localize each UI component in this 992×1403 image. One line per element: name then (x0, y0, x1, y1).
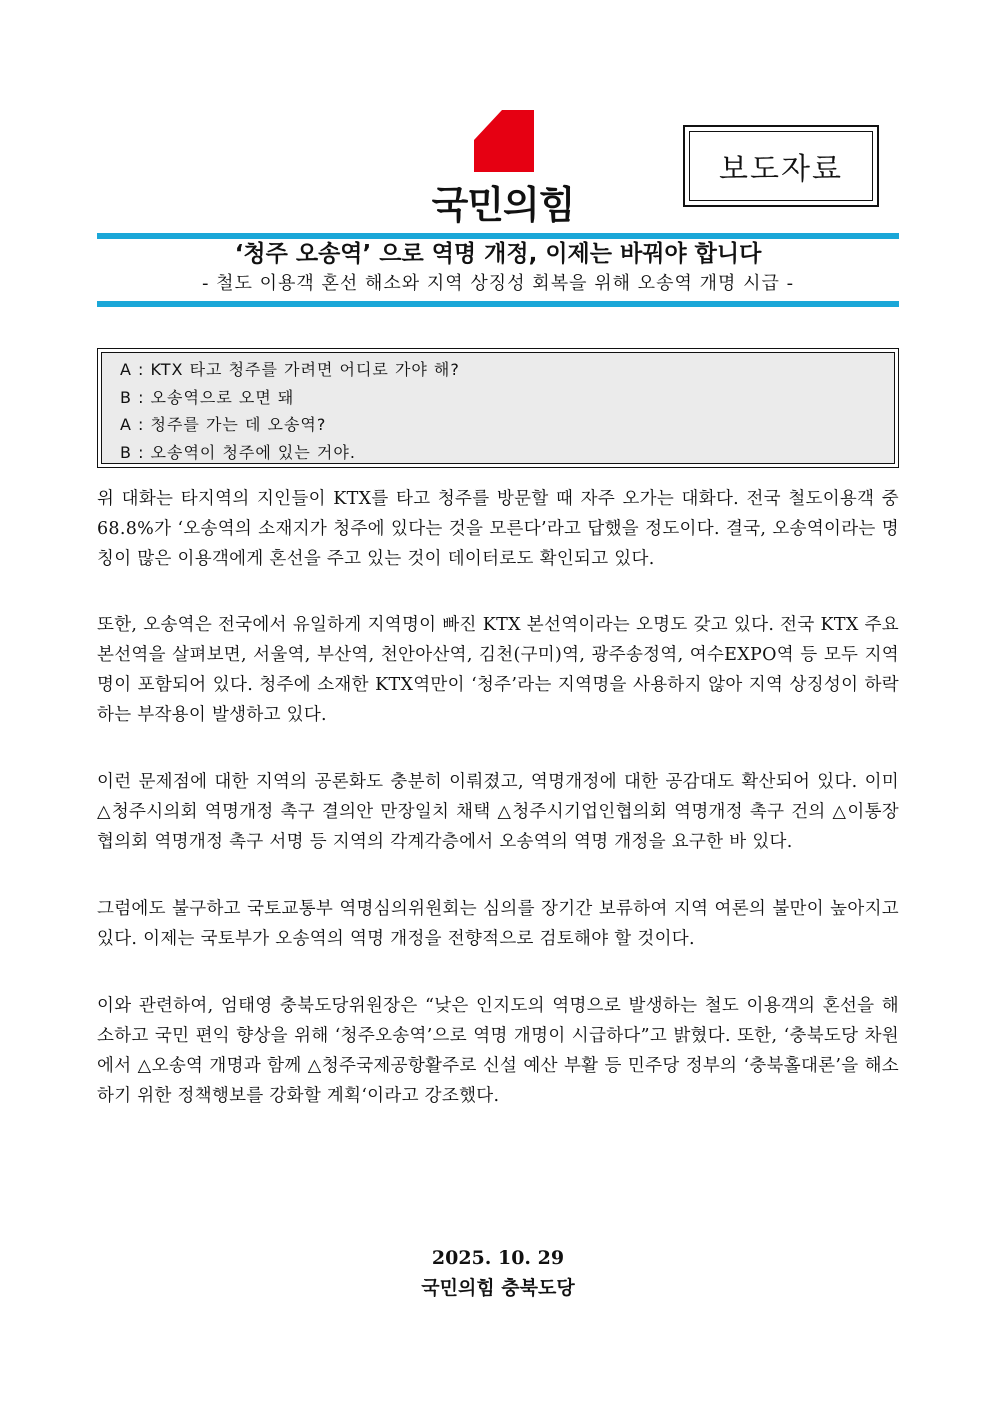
paragraph: 이와 관련하여, 엄태영 충북도당위원장은 “낮은 인지도의 역명으로 발생하는 철도 이용객의 혼선을 해소하고 국민 편익 향상을 위해 ‘청주오송역’으로 역명 개명이 시급하다”고 밝혔다. 또한, ‘충북도당 차원에서 △오송역 개명과 함께 △청주국제공항활주로 신설 예산 부활 등 민주당 정부의 ‘충북홀대론’을 해소하기 위한 정책행보를 강화할 계획‘이라고 강조했다. (97, 996, 899, 1106)
party-logo-text: 국민의힘 (431, 183, 575, 227)
party-logo-mark-icon (474, 110, 534, 172)
subheadline: - 철도 이용객 혼선 해소와 지역 상징성 회복을 위해 오송역 개명 시급 - (201, 273, 795, 294)
dialog-line: A : 청주를 가는 데 오송역? (120, 415, 327, 434)
press-release-label-box (683, 125, 879, 207)
dialog-line: B : 오송역으로 오면 돼 (120, 387, 295, 407)
paragraph: 그럼에도 불구하고 국토교통부 역명심의위원회는 심의를 장기간 보류하여 지역 여론의 불만이 높아지고 있다. 이제는 국토부가 오송역의 역명 개정을 전향적으로 검토해야 할 것이다. (97, 899, 899, 949)
headline: ‘청주 오송역’ 으로 역명 개정, 이제는 바꿔야 합니다 (234, 241, 762, 267)
dialog-box-inner (101, 352, 895, 464)
press-release-label: 보도자료 (689, 131, 873, 201)
release-date: 2025. 10. 29 (431, 1247, 565, 1269)
dialog-line: B : 오송역이 청주에 있는 거야. (120, 442, 356, 462)
party-logo (428, 110, 578, 230)
article-body (97, 484, 899, 1148)
issuing-organization: 국민의힘 충북도당 (421, 1277, 575, 1299)
dialog-line: A : KTX 타고 청주를 가려면 어디로 가야 해? (120, 360, 460, 379)
dialog-box (97, 348, 899, 468)
paragraph: 위 대화는 타지역의 지인들이 KTX를 타고 청주를 방문할 때 자주 오가는 대화다. 전국 철도이용객 중 68.8%가 ‘오송역의 소재지가 청주에 있다는 것을 모른다’라고 답했을 정도이다. 결국, 오송역이라는 명칭이 많은 이용객에게 혼선을 주고 있는 것이 데이터로도 확인되고 있다. (97, 489, 899, 569)
paragraph: 또한, 오송역은 전국에서 유일하게 지역명이 빠진 KTX 본선역이라는 오명도 갖고 있다. 전국 KTX 주요 본선역을 살펴보면, 서울역, 부산역, 천안아산역, 김천(구미)역, 광주송정역, 여수EXPO역 등 모두 지역명이 포함되어 있다. 청주에 소재한 KTX역만이 ‘청주’라는 지역명을 사용하지 않아 지역 상징성이 하락하는 부작용이 발생하고 있다. (97, 615, 899, 725)
headline-bottom-rule (97, 301, 899, 307)
paragraph: 이런 문제점에 대한 지역의 공론화도 충분히 이뤄졌고, 역명개정에 대한 공감대도 확산되어 있다. 이미 △청주시의회 역명개정 촉구 결의안 만장일치 채택 △청주시기업인협의회 역명개정 촉구 건의 △이통장협의회 역명개정 촉구 서명 등 지역의 각계각층에서 오송역의 역명 개정을 요구한 바 있다. (97, 772, 899, 852)
